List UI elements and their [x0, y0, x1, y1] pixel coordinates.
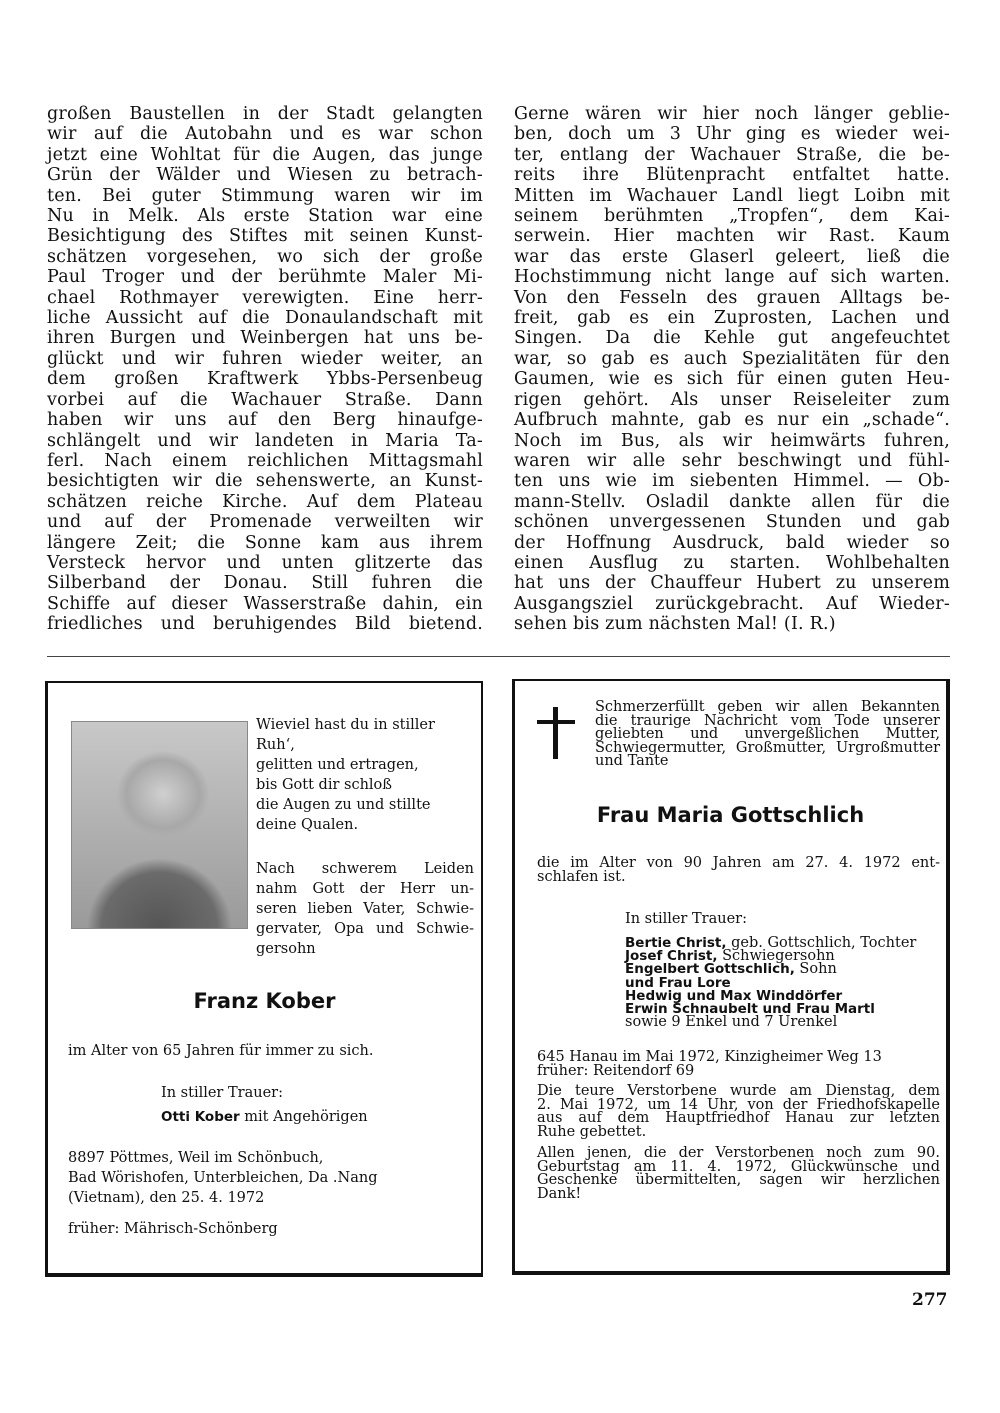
text-line: gersohn	[256, 941, 316, 957]
text-line: rigen gehört. Als unser Reiseleiter zum	[514, 389, 950, 410]
text-line: nahm Gott der Herr un-	[256, 881, 474, 897]
intro-text	[256, 859, 474, 959]
mourner-name: Erwin Schnaubelt und Frau Martl	[625, 1001, 875, 1018]
text-line: dem großen Kraftwerk Ybbs-Persenbeug	[47, 369, 483, 390]
intro-text	[595, 701, 940, 769]
text-line: schlafen ist.	[537, 868, 626, 885]
mourner-name: Bertie Christ,	[625, 935, 727, 951]
text-line: längere Zeit; die Sonne kam aus ihrem	[47, 532, 483, 553]
text-line: schlängelt und wir landeten in Maria Ta-	[47, 430, 483, 451]
text-line: Von den Fesseln des grauen Alltags be-	[514, 287, 950, 308]
text-line: Noch im Bus, als wir heimwärts fuhren,	[514, 430, 950, 451]
text-line: Nu in Melk. Als erste Station war eine	[47, 206, 483, 227]
text-line: gervater, Opa und Schwie-	[256, 921, 474, 937]
mourning-heading: In stiller Trauer:	[625, 911, 747, 927]
mourner-name: und Frau Lore	[625, 974, 731, 991]
text-line: und Tante	[595, 753, 669, 769]
text-line: Ausgangsziel zurückgebracht. Auf Wieder-	[514, 593, 950, 614]
deceased-name: Franz Kober	[193, 989, 336, 1013]
text-line: deine Qualen.	[256, 817, 359, 833]
text-line: Bad Wörishofen, Unterbleichen, Da .Nang	[68, 1170, 378, 1186]
text-line: waren wir alle sehr beschwingt und fühl-	[514, 450, 950, 471]
mourner-relation: geb. Gottschlich, Tochter	[726, 935, 917, 951]
former-residence: früher: Mährisch-Schönberg	[68, 1221, 278, 1237]
text-line: schätzen reiche Kirche. Auf dem Plateau	[47, 491, 483, 512]
text-line: Geburtstag am 11. 4. 1972, Glückwünsche und	[537, 1158, 940, 1175]
text-line: Singen. Da die Kehle gut angefeuchtet	[514, 328, 950, 349]
text-line: serwein. Hier machten wir Rast. Kaum	[514, 226, 950, 247]
portrait-photo	[71, 721, 248, 929]
text-line: Mitten im Wachauer Landl liegt Loibn mit	[514, 185, 950, 206]
age-text	[537, 857, 940, 884]
text-line: Besichtigung des Stiftes mit seinen Kunst-	[47, 226, 483, 247]
text-line: Silberband der Donau. Still fuhren die	[47, 573, 483, 594]
text-line: früher: Reitendorf 69	[537, 1062, 695, 1079]
text-line: Aufbruch mahnte, gab es nur ein „schade“.	[514, 410, 950, 431]
mourner-name: Hedwig und Max Winddörfer	[625, 987, 843, 1004]
page-number: 277	[912, 1290, 948, 1310]
text-line: glückt und wir fuhren wieder weiter, an	[47, 348, 483, 369]
text-line: mann-Stellv. Osladil dankte allen für die	[514, 491, 950, 512]
mourner-name: Otti Kober	[161, 1109, 240, 1125]
text-line: großen Baustellen in der Stadt gelangten	[47, 104, 483, 124]
text-line: ihren Burgen und Weinbergen hat uns be-	[47, 328, 483, 349]
obituary-franz-kober	[45, 681, 483, 1277]
text-line: die Augen zu und stillte	[256, 797, 431, 813]
thanks-text	[537, 1147, 940, 1201]
text-line: die im Alter von 90 Jahren am 27. 4. 1972 ent-	[537, 855, 940, 871]
address	[537, 1051, 882, 1078]
text-line: Schwiegermutter, Großmutter, Urgroßmutter	[595, 739, 940, 756]
text-line: besichtigten wir die sehenswerte, an Kunst-	[47, 471, 483, 492]
text-line: 8897 Pöttmes, Weil im Schönbuch,	[68, 1150, 324, 1166]
obituary-maria-gottschlich	[512, 679, 950, 1275]
text-line: Grün der Wälder und Wiesen zu betrach-	[47, 165, 483, 186]
text-line: Gaumen, wie es sich für einen guten Heu-	[514, 369, 950, 390]
text-line: ten. Bei guter Stimmung waren wir im	[47, 185, 483, 206]
article-column-right	[514, 104, 950, 635]
text-line: Nach schwerem Leiden	[256, 861, 474, 877]
place-date	[68, 1148, 378, 1208]
text-line: ferl. Nach einem reichlichen Mittagsmahl	[47, 450, 483, 471]
text-line: geliebten und unvergeßlichen Mutter,	[595, 726, 940, 742]
mourner-name: Engelbert Gottschlich,	[625, 961, 795, 978]
text-line: jetzt eine Wohltat für die Augen, das junge	[47, 144, 483, 165]
text-line: war, so gab es auch Spezialitäten für den	[514, 348, 950, 369]
mourner-list	[625, 937, 916, 1029]
text-line: Wieviel hast du in stiller	[256, 717, 435, 733]
text-line: 2. Mai 1972, um 14 Uhr, von der Friedhofskapelle	[537, 1096, 940, 1113]
text-line: 645 Hanau im Mai 1972, Kinzigheimer Weg 13	[537, 1049, 882, 1065]
mourning-heading: In stiller Trauer:	[161, 1085, 283, 1101]
text-line: Gerne wären wir hier noch länger geblie-	[514, 104, 950, 124]
text-line: der Hoffnung Ausdruck, bald wieder so	[514, 532, 950, 553]
text-line: war das erste Glaserl geleert, ließ die	[514, 246, 950, 267]
text-line: ben, doch um 3 Uhr ging es wieder wei-	[514, 124, 950, 145]
divider-rule	[47, 656, 950, 657]
funeral-text	[537, 1085, 940, 1139]
text-line: ter, entlang der Wachauer Straße, die be-	[514, 144, 950, 165]
text-line: seinem berühmten „Tropfen“, dem Kai-	[514, 206, 950, 227]
text-line: friedliches und beruhigendes Bild bietend.	[47, 614, 483, 635]
text-line: einen Ausflug zu starten. Wohlbehalten	[514, 552, 950, 573]
mourner-rest: mit Angehörigen	[244, 1109, 368, 1125]
age-line: im Alter von 65 Jahren für immer zu sich.	[68, 1043, 374, 1059]
text-line: reits ihre Blütenpracht entfaltet hatte.	[514, 165, 950, 186]
text-line: schönen unvergessenen Stunden und gab	[514, 512, 950, 533]
mourner-relation: sowie 9 Enkel und 7 Urenkel	[625, 1014, 838, 1031]
text-line: seren lieben Vater, Schwie-	[256, 901, 474, 917]
text-line: haben wir uns auf den Berg hinaufge-	[47, 410, 483, 431]
mourner-relation: Sohn	[794, 961, 837, 978]
text-line: (Vietnam), den 25. 4. 1972	[68, 1190, 265, 1206]
text-line: ten uns wie im siebenten Himmel. — Ob-	[514, 471, 950, 492]
text-line: wir auf die Autobahn und es war schon	[47, 124, 483, 145]
poem	[256, 715, 474, 835]
text-line: Dank!	[537, 1185, 582, 1202]
text-line: Schiffe auf dieser Wasserstraße dahin, ein	[47, 593, 483, 614]
text-line: freit, gab es ein Zuprosten, Lachen und	[514, 308, 950, 329]
text-line: aus auf dem Hauptfriedhof Hanau zur letzten	[537, 1110, 940, 1126]
text-line: und auf der Promenade verweilten wir	[47, 512, 483, 533]
text-line: Hochstimmung nicht lange auf sich warten.	[514, 267, 950, 288]
text-line: hat uns der Chauffeur Hubert zu unserem	[514, 573, 950, 594]
text-line: Ruh‘,	[256, 737, 295, 753]
mourner-name: Josef Christ,	[625, 948, 718, 965]
text-line: liche Aussicht auf die Donaulandschaft mit	[47, 308, 483, 329]
text-line: Schmerzerfüllt geben wir allen Bekannten	[595, 699, 940, 715]
text-line: Die teure Verstorbene wurde am Dienstag, dem	[537, 1083, 940, 1099]
article-column-left	[47, 104, 483, 635]
text-line: bis Gott dir schloß	[256, 777, 392, 793]
text-line: Paul Troger und der berühmte Maler Mi-	[47, 267, 483, 288]
text-line: schätzen vorgesehen, wo sich der große	[47, 246, 483, 267]
text-line: chael Rothmayer verewigten. Eine herr-	[47, 287, 483, 308]
text-line: die traurige Nachricht vom Tode unserer	[595, 712, 940, 729]
text-line: gelitten und ertragen,	[256, 757, 419, 773]
text-line: vorbei auf die Wachauer Straße. Dann	[47, 389, 483, 410]
mourner	[625, 1016, 916, 1029]
text-line: Versteck hervor und unten glitzerte das	[47, 552, 483, 573]
text-line: Ruhe gebettet.	[537, 1123, 647, 1140]
mourner-relation: Schwiegersohn	[717, 948, 835, 965]
mourner	[161, 1107, 368, 1127]
text-line: Allen jenen, die der Verstorbenen noch zum 90.	[537, 1145, 940, 1161]
text-line: Geschenke übermittelten, sagen wir herzlichen	[537, 1172, 940, 1188]
text-line: sehen bis zum nächsten Mal! (I. R.)	[514, 614, 836, 635]
deceased-name: Frau Maria Gottschlich	[596, 803, 865, 827]
cross-icon	[537, 707, 575, 759]
